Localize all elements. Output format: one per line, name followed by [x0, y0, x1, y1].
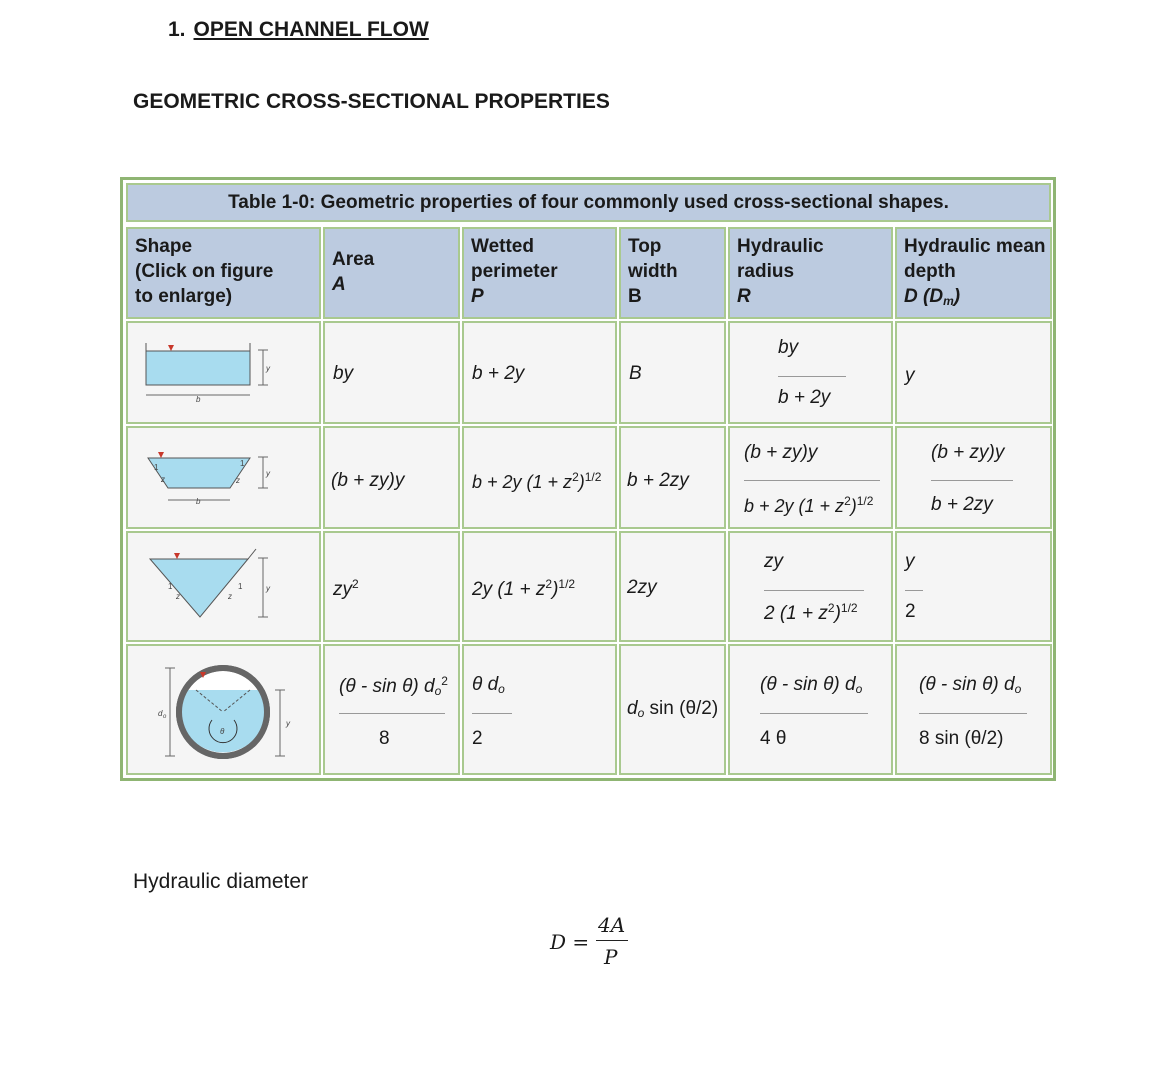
triangular-channel-icon[interactable]	[128, 533, 318, 639]
section-number: 1.	[168, 18, 186, 41]
row4-depth: (θ - sin θ) $d_o$ 8 sin (θ/2)	[895, 644, 1052, 775]
svg-text:1: 1	[238, 582, 243, 591]
row4-radius: (θ - sin θ) $d_o$ 4 θ	[728, 644, 893, 775]
svg-text:y: y	[266, 469, 270, 478]
row1-area: by	[323, 321, 460, 424]
header-wetted-perimeter: Wetted perimeter P	[462, 227, 617, 319]
formula-numerator: 4A	[598, 913, 626, 937]
svg-text:1: 1	[154, 463, 159, 472]
row3-top-width: 2zy	[619, 531, 726, 642]
svg-text:z: z	[161, 475, 165, 484]
header-shape: Shape (Click on figure to enlarge)	[126, 227, 321, 319]
svg-text:y: y	[266, 364, 270, 373]
shape-cell-trapezoidal	[126, 426, 321, 529]
hydraulic-diameter-label: Hydraulic diameter	[133, 870, 309, 893]
shape-cell-circular	[126, 644, 321, 775]
header-area: Area A	[323, 227, 460, 319]
row4-perimeter: θ $d_o$ 2	[462, 644, 617, 775]
svg-text:z: z	[236, 476, 240, 485]
row1-depth: y	[895, 321, 1052, 424]
properties-table	[120, 177, 1056, 781]
row2-top-width: b + 2zy	[619, 426, 726, 529]
hydraulic-diameter-formula	[548, 910, 638, 970]
svg-text:z: z	[176, 592, 180, 601]
header-hydraulic-radius: Hydraulic radius R	[728, 227, 893, 319]
section-heading	[168, 18, 429, 42]
svg-text:b: b	[196, 497, 201, 506]
circular-channel-icon[interactable]	[128, 646, 318, 772]
trapezoidal-channel-icon[interactable]	[128, 428, 318, 526]
svg-text:b: b	[196, 395, 201, 404]
row1-top-width: B	[619, 321, 726, 424]
header-hydraulic-mean-depth: Hydraulic mean depth D $(D_m)$	[895, 227, 1052, 319]
svg-text:y: y	[266, 584, 270, 593]
rectangular-channel-icon[interactable]	[128, 323, 318, 421]
shape-cell-triangular	[126, 531, 321, 642]
row4-area: (θ - sin θ) $d_o^2$ 8	[323, 644, 460, 775]
row2-radius: (b + zy)y b + 2y $(1 + z^2)^{1/2}$	[728, 426, 893, 529]
formula-denominator: P	[604, 945, 618, 969]
table-caption: Table 1-0: Geometric properties of four commonly used cross-sectional shapes.	[126, 183, 1051, 222]
row3-depth: y 2	[895, 531, 1052, 642]
svg-text:1: 1	[240, 459, 245, 468]
svg-text:o: o	[163, 714, 167, 720]
row2-area: (b + zy)y	[323, 426, 460, 529]
section-title: OPEN CHANNEL FLOW	[193, 18, 429, 41]
row2-perimeter: b + 2y $(1 + z^2)^{1/2}$	[462, 426, 617, 529]
header-top-width: Top width B	[619, 227, 726, 319]
row1-perimeter: b + 2y	[462, 321, 617, 424]
row3-perimeter: 2y $(1 + z^2)^{1/2}$	[462, 531, 617, 642]
row4-top-width: $d_o$ sin (θ/2)	[619, 644, 726, 775]
svg-text:θ: θ	[220, 727, 225, 736]
row3-area: $zy^2$	[323, 531, 460, 642]
svg-text:d: d	[158, 709, 163, 718]
shape-cell-rectangular	[126, 321, 321, 424]
row2-depth: (b + zy)y b + 2zy	[895, 426, 1052, 529]
svg-text:y: y	[286, 719, 290, 728]
row1-radius: by b + 2y	[728, 321, 893, 424]
svg-text:z: z	[228, 592, 232, 601]
svg-text:1: 1	[168, 582, 173, 591]
subheading: GEOMETRIC CROSS-SECTIONAL PROPERTIES	[133, 90, 610, 113]
formula-lhs: D =	[550, 930, 590, 954]
formula-fraction-bar	[596, 940, 628, 941]
row3-radius: zy 2 $(1 + z^2)^{1/2}$	[728, 531, 893, 642]
